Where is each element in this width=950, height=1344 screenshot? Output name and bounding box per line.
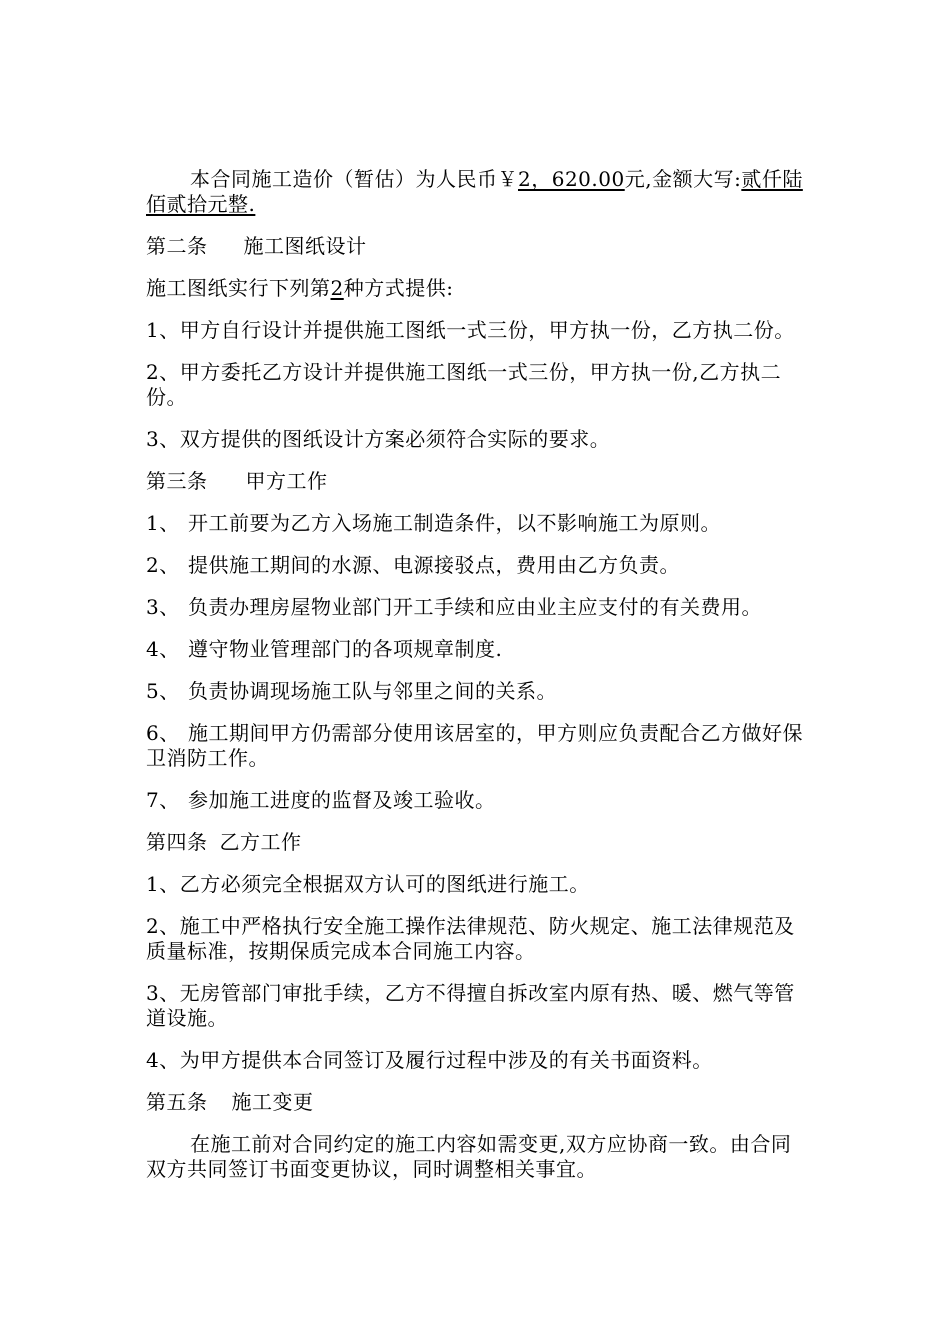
item-number: 2、 (146, 553, 180, 577)
method-choice: 2 (330, 276, 344, 300)
item-text: 负责办理房屋物业部门开工手续和应由业主应支付的有关费用。 (188, 595, 762, 619)
article3-heading (146, 469, 810, 494)
item-text: 施工期间甲方仍需部分使用该居室的，甲方则应负责配合乙方做好保卫消防工作。 (146, 721, 803, 770)
article4-number: 第四条 (146, 830, 208, 854)
article5-body: 在施工前对合同约定的施工内容如需变更,双方应协商一致。由合同双方共同签订书面变更协议，同时调整相关事宜。 (146, 1132, 792, 1181)
item-text: 负责协调现场施工队与邻里之间的关系。 (188, 679, 557, 703)
item-number: 1、 (146, 511, 180, 535)
article4-heading (146, 830, 810, 855)
article4-title: 乙方工作 (219, 830, 302, 854)
price-text-middle: 元,金额大写: (624, 167, 742, 191)
article2-item-1: 1、甲方自行设计并提供施工图纸一式三份，甲方执一份，乙方执二份。 (146, 318, 795, 342)
article2-number: 第二条 (146, 234, 208, 258)
item-number: 3、 (146, 595, 180, 619)
article2-item-3: 3、双方提供的图纸设计方案必须符合实际的要求。 (146, 427, 611, 451)
article2-title: 施工图纸设计 (243, 234, 367, 258)
item-text: 参加施工进度的监督及竣工验收。 (188, 788, 496, 812)
item-number: 5、 (146, 679, 180, 703)
price-paragraph (146, 167, 810, 217)
article4-item-1: 1、乙方必须完全根据双方认可的图纸进行施工。 (146, 872, 590, 896)
article3-title: 甲方工作 (245, 469, 328, 493)
item-number: 4、 (146, 637, 180, 661)
price-amount: 2，620.00 (518, 167, 625, 191)
article5-number: 第五条 (146, 1090, 208, 1114)
item-text: 开工前要为乙方入场施工制造条件，以不影响施工为原则。 (188, 511, 721, 535)
article3-item-3 (146, 595, 810, 620)
item-text: 提供施工期间的水源、电源接驳点，费用由乙方负责。 (188, 553, 680, 577)
price-amount-words: 贰仟陆佰贰拾元整. (146, 167, 803, 216)
contract-page (146, 167, 810, 1199)
article5-heading (146, 1090, 810, 1115)
item-number: 6、 (146, 721, 180, 745)
article5-title: 施工变更 (231, 1090, 314, 1114)
article3-item-7 (146, 788, 810, 813)
article2-item-2: 2、甲方委托乙方设计并提供施工图纸一式三份，甲方执一份,乙方执二份。 (146, 360, 782, 409)
article3-item-6 (146, 721, 810, 771)
price-text-before: 本合同施工造价（暂估）为人民币￥ (190, 167, 518, 191)
article3-item-5 (146, 679, 810, 704)
method-after: 种方式提供: (343, 276, 454, 300)
item-number: 7、 (146, 788, 180, 812)
article4-item-4: 4、为甲方提供本合同签订及履行过程中涉及的有关书面资料。 (146, 1048, 713, 1072)
article2-heading (146, 234, 810, 259)
article3-number: 第三条 (146, 469, 208, 493)
item-text: 遵守物业管理部门的各项规章制度. (188, 637, 503, 661)
article4-item-3: 3、无房管部门审批手续，乙方不得擅自拆改室内原有热、暖、燃气等管道设施。 (146, 981, 795, 1030)
article4-item-2: 2、施工中严格执行安全施工操作法律规范、防火规定、施工法律规范及质量标准，按期保质完成本合同施工内容。 (146, 914, 795, 963)
article3-item-4 (146, 637, 810, 662)
method-before: 施工图纸实行下列第 (146, 276, 331, 300)
article2-method (146, 276, 810, 301)
article3-item-1 (146, 511, 810, 536)
article3-item-2 (146, 553, 810, 578)
